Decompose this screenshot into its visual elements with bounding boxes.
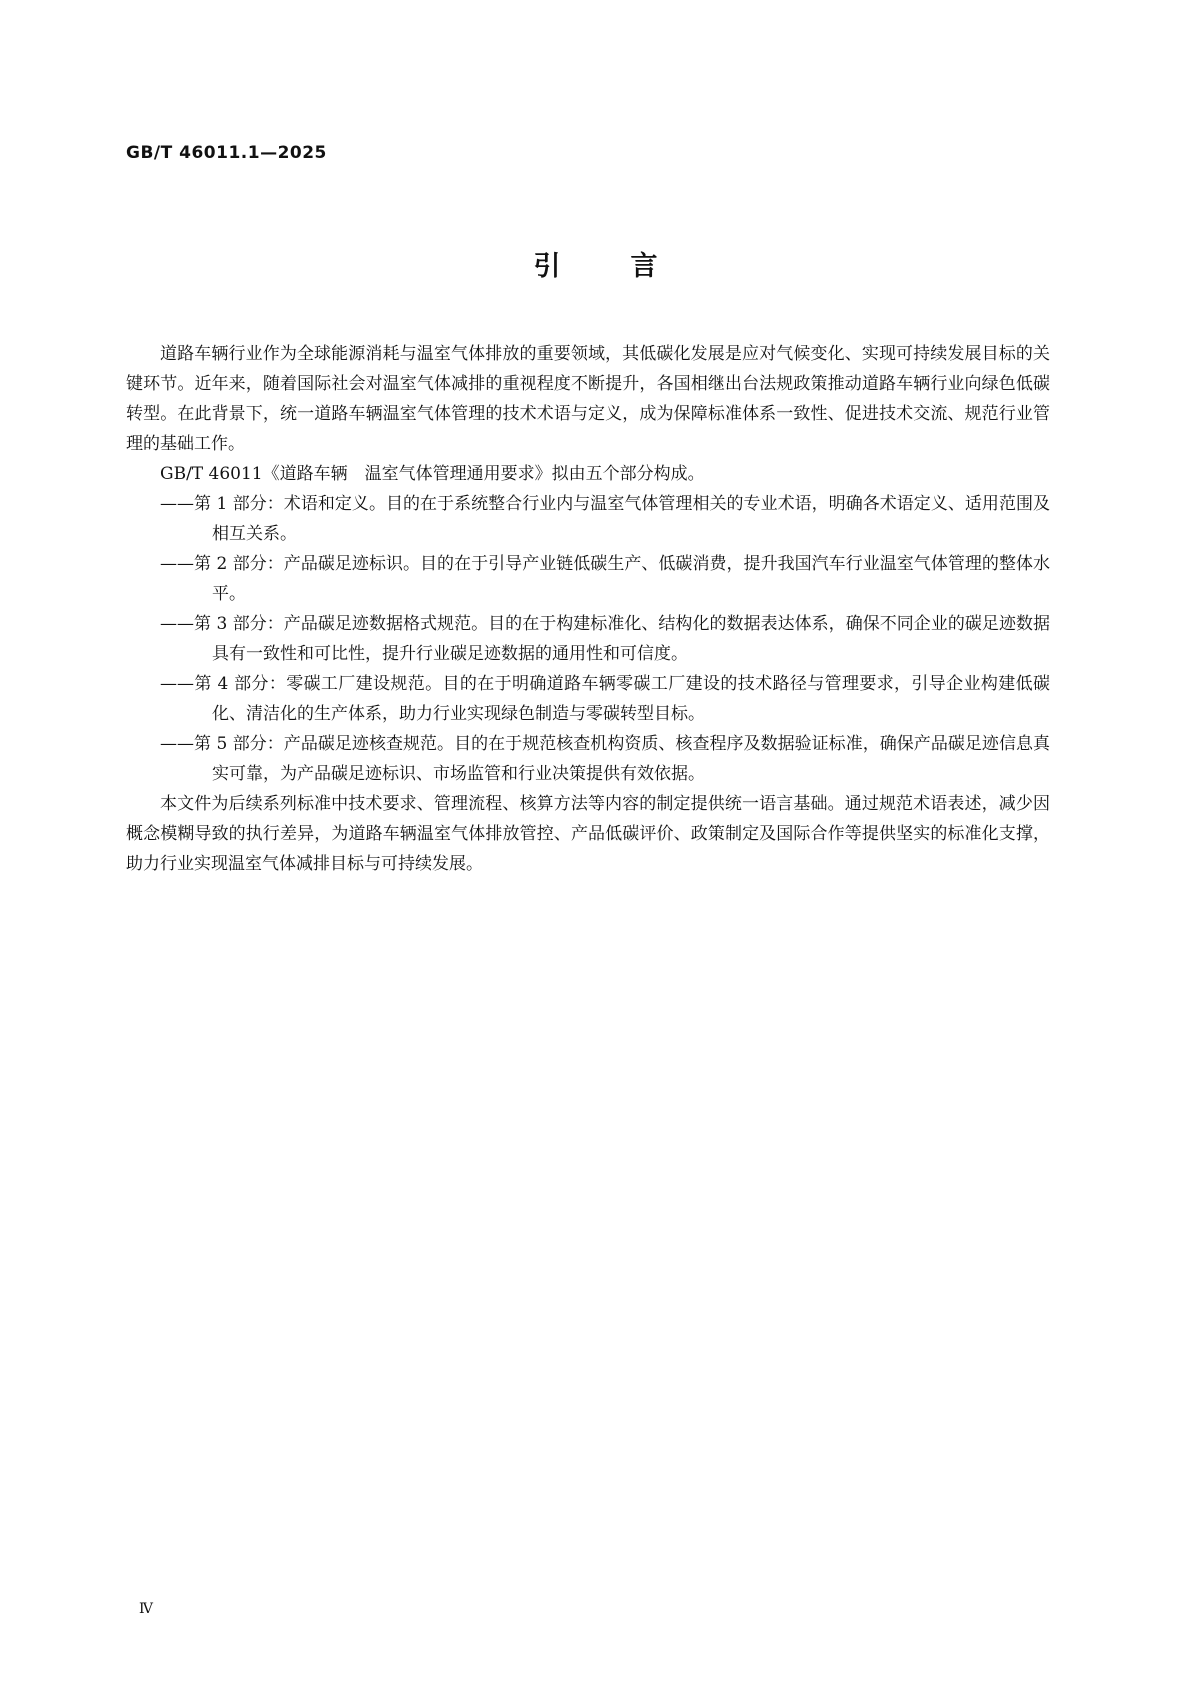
- part-list-item: ——第 1 部分：术语和定义。目的在于系统整合行业内与温室气体管理相关的专业术语，明确各术语定义、适用范围及相互关系。: [160, 494, 1050, 544]
- closing-paragraph: 本文件为后续系列标准中技术要求、管理流程、核算方法等内容的制定提供统一语言基础。通过规范术语表述，减少因概念模糊导致的执行差异，为道路车辆温室气体排放管控、产品低碳评价、政策制定及国际合作等提供坚实的标准化支撑，助力行业实现温室气体减排目标与可持续发展。: [126, 794, 1050, 874]
- part-list-item: ——第 5 部分：产品碳足迹核查规范。目的在于规范核查机构资质、核查程序及数据验证标准，确保产品碳足迹信息真实可靠，为产品碳足迹标识、市场监管和行业决策提供有效依据。: [160, 734, 1050, 784]
- section-title: 引言: [533, 251, 728, 282]
- page-number: Ⅳ: [139, 1601, 153, 1617]
- intro-paragraph: 道路车辆行业作为全球能源消耗与温室气体排放的重要领域，其低碳化发展是应对气候变化、实现可持续发展目标的关键环节。近年来，随着国际社会对温室气体减排的重视程度不断提升，各国相继出台法规政策推动道路车辆行业向绿色低碳转型。在此背景下，统一道路车辆温室气体管理的技术术语与定义，成为保障标准体系一致性、促进技术交流、规范行业管理的基础工作。: [126, 344, 1050, 454]
- part-list-item: ——第 2 部分：产品碳足迹标识。目的在于引导产业链低碳生产、低碳消费，提升我国汽车行业温室气体管理的整体水平。: [160, 554, 1050, 604]
- part-list-item: ——第 4 部分：零碳工厂建设规范。目的在于明确道路车辆零碳工厂建设的技术路径与管理要求，引导企业构建低碳化、清洁化的生产体系，助力行业实现绿色制造与零碳转型目标。: [160, 674, 1050, 724]
- part-list-item: ——第 3 部分：产品碳足迹数据格式规范。目的在于构建标准化、结构化的数据表达体系，确保不同企业的碳足迹数据具有一致性和可比性，提升行业碳足迹数据的通用性和可信度。: [160, 614, 1050, 664]
- standard-number: GB/T 46011.1—2025: [126, 143, 327, 163]
- body-text: [126, 339, 1050, 879]
- structure-paragraph: GB/T 46011《道路车辆 温室气体管理通用要求》拟由五个部分构成。: [160, 464, 705, 484]
